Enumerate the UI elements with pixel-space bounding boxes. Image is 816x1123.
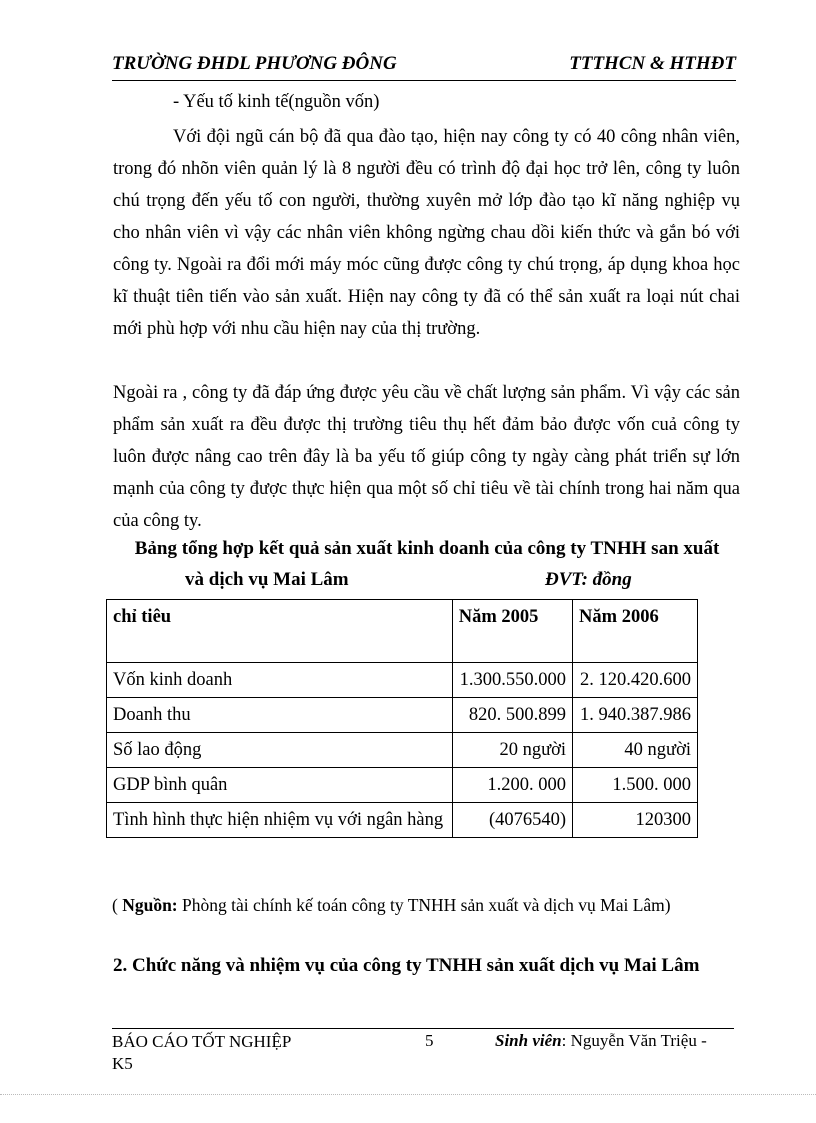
table-header-row — [107, 600, 698, 663]
results-table — [106, 599, 698, 838]
value-2005: 820. 500.899 — [452, 698, 572, 733]
value-2005: 20 người — [452, 733, 572, 768]
footer-report-line1: BÁO CÁO TỐT NGHIỆP — [112, 1032, 292, 1051]
source-label: Nguồn: — [122, 895, 178, 915]
header-year-2006: Năm 2006 — [573, 600, 698, 663]
student-name: : Nguyễn Văn Triệu - — [561, 1031, 707, 1050]
table-title-line2: và dịch vụ Mai Lâm — [185, 569, 349, 590]
header-department: TTTHCN & HTHĐT — [569, 53, 736, 74]
source-text: Phòng tài chính kế toán công ty TNHH sản xuất và dịch vụ Mai Lâm) — [177, 895, 671, 915]
value-2006: 1. 940.387.986 — [573, 698, 698, 733]
table-row — [107, 663, 698, 698]
page-edge-dotted-line — [0, 1094, 816, 1095]
table-row — [107, 698, 698, 733]
source-open-paren: ( — [112, 895, 123, 915]
header-indicator: chỉ tiêu — [107, 600, 453, 663]
value-2005: 1.300.550.000 — [452, 663, 572, 698]
table-unit: ĐVT: đồng — [545, 569, 632, 590]
value-2005: 1.200. 000 — [452, 768, 572, 803]
header-divider — [112, 80, 736, 81]
footer-report-line2: K5 — [112, 1054, 133, 1073]
table-source-note — [112, 895, 671, 916]
table-row — [107, 803, 698, 838]
header-year-2005: Năm 2005 — [452, 600, 572, 663]
paragraph-quality: Ngoài ra , công ty đã đáp ứng được yêu cầu về chất lượng sản phẩm. Vì vậy các sản phẩm sản xuất ra đều được thị trường tiêu thụ hết đảm bảo được vốn cuả công ty luôn được nâng cao trên đây là ba yếu tố giúp công ty ngày càng phát triển sự lớn mạnh của công ty được thực hiện qua một số chỉ tiêu về tài chính trong hai năm qua của công ty. — [113, 383, 740, 531]
value-2005: (4076540) — [452, 803, 572, 838]
value-2006: 40 người — [573, 733, 698, 768]
footer-report-title — [112, 1031, 291, 1075]
student-label: Sinh viên — [495, 1031, 562, 1050]
table-row — [107, 768, 698, 803]
row-label: Vốn kinh doanh — [107, 663, 453, 698]
value-2006: 1.500. 000 — [573, 768, 698, 803]
header-school-name: TRƯỜNG ĐHDL PHƯƠNG ĐÔNG — [112, 53, 397, 74]
row-label: Doanh thu — [107, 698, 453, 733]
section-heading: 2. Chức năng và nhiệm vụ của công ty TNHH sản xuất dịch vụ Mai Lâm — [113, 955, 700, 976]
row-label: GDP bình quân — [107, 768, 453, 803]
footer-student — [495, 1031, 707, 1051]
value-2006: 120300 — [573, 803, 698, 838]
row-label: Tình hình thực hiện nhiệm vụ với ngân hàng — [107, 803, 453, 838]
bullet-economic-factor: - Yếu tố kinh tế(nguồn vốn) — [173, 92, 380, 112]
paragraph-staff: Với đội ngũ cán bộ đã qua đào tạo, hiện nay công ty có 40 công nhân viên, trong đó nhõn viên quản lý là 8 người đều có trình độ đại học trở lên, công ty luôn chú trọng đến yếu tố con người, thường xuyên mở lớp đào tạo kĩ năng nghiệp vụ cho nhân viên vì vậy các nhân viên không ngừng chau dồi kiến thức và gắn bó với công ty. Ngoài ra đổi mới máy móc cũng được công ty chú trọng, áp dụng khoa học kĩ thuật tiên tiến vào sản xuất. Hiện nay công ty đã có thể sản xuất ra loại nút chai mới phù hợp với nhu cầu hiện nay của thị trường. — [113, 127, 740, 339]
footer-divider — [112, 1028, 734, 1029]
row-label: Số lao động — [107, 733, 453, 768]
table-row — [107, 733, 698, 768]
page-number: 5 — [425, 1031, 434, 1050]
value-2006: 2. 120.420.600 — [573, 663, 698, 698]
table-title: Bảng tổng hợp kết quả sản xuất kinh doanh của công ty TNHH san xuất — [134, 538, 720, 559]
